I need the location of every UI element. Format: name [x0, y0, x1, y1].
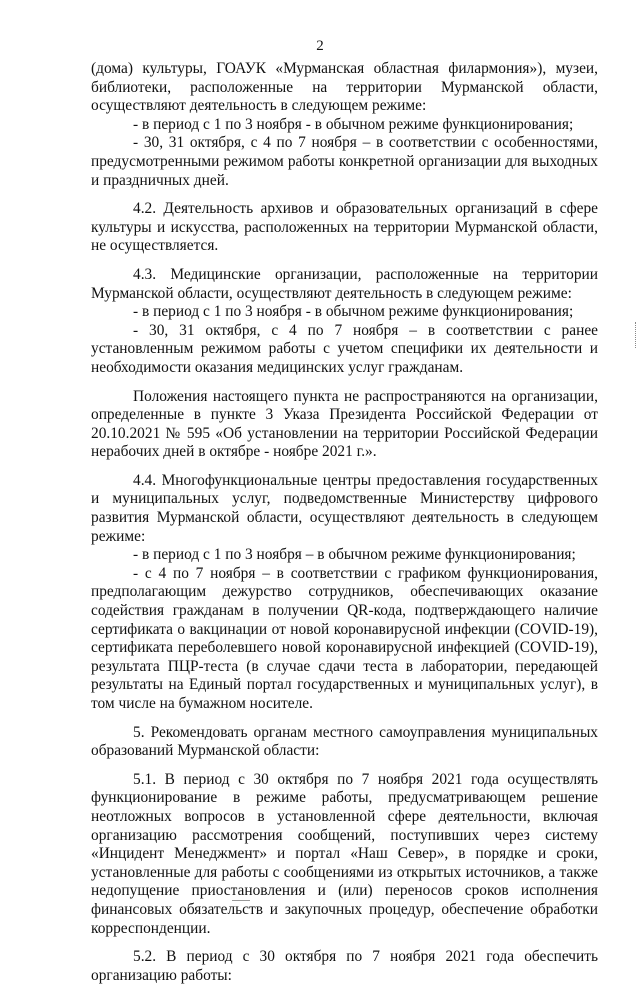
clause-4-4: 4.4. Многофункциональные центры предоставления государственных и муниципальных услуг, подведомственные Министерству цифрового развития Мурманской области, осуществляют деятельность в следующем режиме: [91, 471, 598, 545]
list-item: - с 4 по 7 ноября – в соответствии с графиком функционирования, предполагающим дежурство сотрудников, обеспечивающих оказание содействия гражданам в получении QR-кода, подтверждающего наличие сертификата о вакцинации от новой коронавирусной инфекции (COVID-19), сертификата переболевшего новой коронавирусной инфекцией (COVID-19), результата ПЦР-теста (в случае сдачи теста в лаборатории, передающей результаты на Единый портал государственных и муниципальных услуг), в том числе на бумажном носителе. [91, 564, 598, 712]
list-item: - в период с 1 по 3 ноября - в обычном режиме функционирования; [133, 303, 574, 321]
clause-5-1: 5.1. В период с 30 октября по 7 ноября 2021 года осуществлять функционирование в режиме работы, предусматривающем решение неотложных вопросов в установленной сфере деятельности, включая организацию рассмотрения сообщений, поступивших через систему «Инцидент Менеджмент» и портал «Наш Север», в порядке и сроки, установленные для работы с сообщениями из открытых источников, а также недопущение приостановления и (или) переносов сроков исполнения финансовых обязательств и закупочных процедур, обеспечение обработки корреспонденции. [91, 770, 598, 937]
clause-4-2: 4.2. Деятельность архивов и образовательных организаций в сфере культуры и искусства, расположенных на территории Мурманской области, не осуществляется. [91, 200, 598, 255]
list-item: - 30, 31 октября, с 4 по 7 ноября – в соответствии с особенностями, предусмотренными режимом работы конкретной организации для выходных и праздничных дней. [91, 134, 598, 189]
page-number: 2 [316, 38, 324, 54]
clause-5-2: 5.2. В период с 30 октября по 7 ноября 2021 года обеспечить организацию работы: [91, 948, 598, 984]
paragraph-continuation: (дома) культуры, ГОАУК «Мурманская областная филармония»), музеи, библиотеки, расположенные на территории Мурманской области, осуществляют деятельность в следующем режиме: [91, 60, 598, 115]
scan-edge-mark [632, 322, 636, 348]
clause-4-3: 4.3. Медицинские организации, расположенные на территории Мурманской области, осуществляют деятельность в следующем режиме: [91, 265, 598, 302]
exception-paragraph: Положения настоящего пункта не распространяются на организации, определенные в пункте 3 Указа Президента Российской Федерации от 20.10.2021 № 595 «Об установлении на территории Российской Федерации нерабочих дней в октябре - ноябре 2021 г.». [91, 387, 598, 461]
scan-bottom-mark [232, 900, 250, 901]
list-item: - в период с 1 по 3 ноября - в обычном режиме функционирования; [133, 115, 574, 133]
list-item: - в период с 1 по 3 ноября – в обычном режиме функционирования; [133, 546, 576, 564]
clause-5: 5. Рекомендовать органам местного самоуправления муниципальных образований Мурманской области: [91, 723, 598, 760]
document-body [91, 60, 598, 985]
list-item: - 30, 31 октября, с 4 по 7 ноября – в соответствии с ранее установленным режимом работы с учетом специфики их деятельности и необходимости оказания медицинских услуг гражданам. [91, 321, 598, 376]
